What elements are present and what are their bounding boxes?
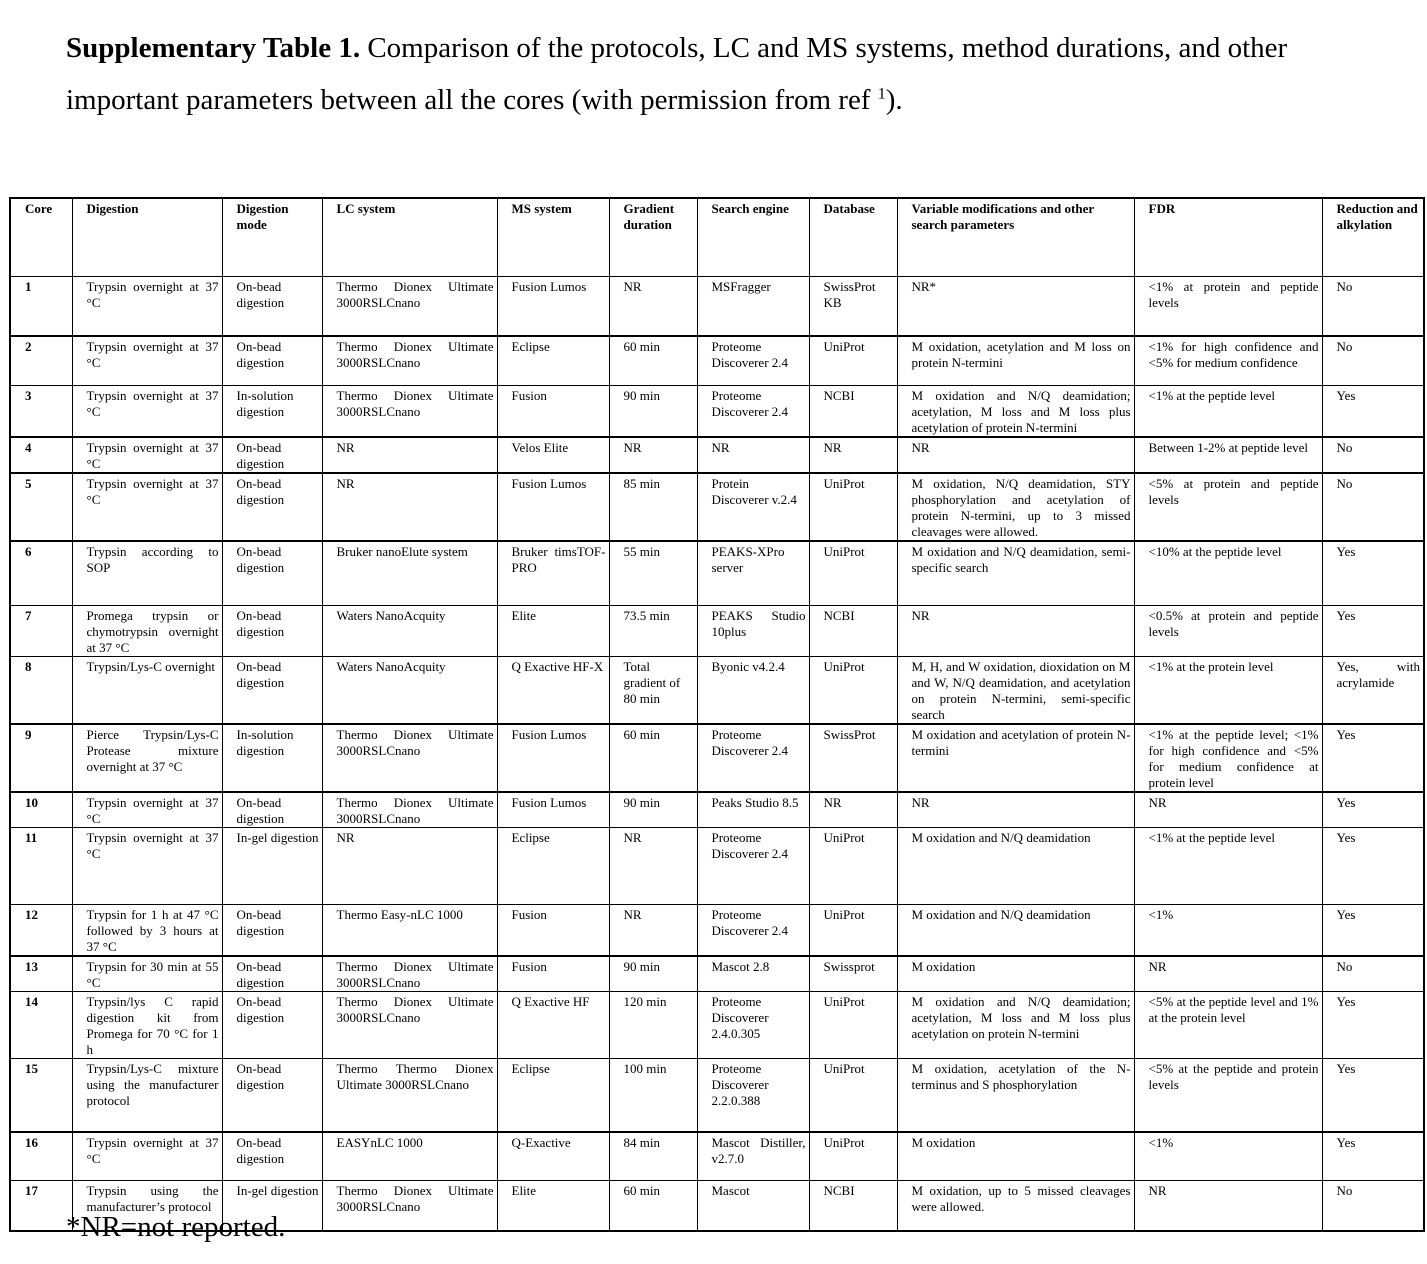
cell-digestion: Trypsin/lys C rapid digestion kit from Promega for 70 °C for 1 h bbox=[72, 992, 222, 1059]
cell-search-engine: PEAKS Studio 10plus bbox=[697, 606, 809, 657]
cell-ms-system: Fusion Lumos bbox=[497, 724, 609, 792]
cell-core: 12 bbox=[10, 905, 72, 957]
cell-variable-modifications: M oxidation, N/Q deamidation, STY phosphorylation and acetylation of protein N-termini, up to 3 missed cleavages were allowed. bbox=[897, 473, 1134, 541]
cell-digestion: Trypsin overnight at 37 °C bbox=[72, 276, 222, 336]
table-row bbox=[10, 473, 1424, 541]
cell-lc-system: Thermo Dionex Ultimate 3000RSLCnano bbox=[322, 792, 497, 828]
cell-reduction-alkylation: Yes bbox=[1322, 1132, 1424, 1181]
cell-fdr: Between 1-2% at peptide level bbox=[1134, 437, 1322, 473]
table-row bbox=[10, 792, 1424, 828]
cell-core: 6 bbox=[10, 541, 72, 606]
cell-reduction-alkylation: Yes bbox=[1322, 992, 1424, 1059]
cell-digestion-mode: In-solution digestion bbox=[222, 724, 322, 792]
cell-gradient-duration: 84 min bbox=[609, 1132, 697, 1181]
table-row bbox=[10, 385, 1424, 437]
cell-core: 3 bbox=[10, 385, 72, 437]
cell-core: 9 bbox=[10, 724, 72, 792]
cell-gradient-duration: Total gradient of 80 min bbox=[609, 657, 697, 725]
cell-lc-system: Thermo Dionex Ultimate 3000RSLCnano bbox=[322, 385, 497, 437]
cell-database: UniProt bbox=[809, 541, 897, 606]
cell-lc-system: Thermo Dionex Ultimate 3000RSLCnano bbox=[322, 992, 497, 1059]
cell-gradient-duration: 55 min bbox=[609, 541, 697, 606]
cell-lc-system: Thermo Dionex Ultimate 3000RSLCnano bbox=[322, 336, 497, 385]
table-row bbox=[10, 336, 1424, 385]
cell-database: NR bbox=[809, 792, 897, 828]
caption-text: Comparison of the protocols, LC and MS systems, method durations, and other important parameters between all the cores (with permission from ref bbox=[66, 32, 1288, 116]
header-ms-system: MS system bbox=[497, 198, 609, 276]
cell-digestion-mode: On-bead digestion bbox=[222, 606, 322, 657]
cell-fdr: <1% bbox=[1134, 905, 1322, 957]
cell-variable-modifications: NR bbox=[897, 606, 1134, 657]
cell-reduction-alkylation: No bbox=[1322, 473, 1424, 541]
cell-digestion-mode: In-solution digestion bbox=[222, 385, 322, 437]
cell-reduction-alkylation: Yes bbox=[1322, 792, 1424, 828]
cell-ms-system: Q-Exactive bbox=[497, 1132, 609, 1181]
header-search-engine: Search engine bbox=[697, 198, 809, 276]
cell-search-engine: Proteome Discoverer 2.4 bbox=[697, 336, 809, 385]
cell-fdr: <1% at the protein level bbox=[1134, 657, 1322, 725]
cell-digestion: Promega trypsin or chymotrypsin overnight at 37 °C bbox=[72, 606, 222, 657]
cell-search-engine: Mascot 2.8 bbox=[697, 956, 809, 992]
cell-core: 13 bbox=[10, 956, 72, 992]
cell-ms-system: Fusion Lumos bbox=[497, 276, 609, 336]
table-row bbox=[10, 724, 1424, 792]
cell-lc-system: NR bbox=[322, 473, 497, 541]
header-core: Core bbox=[10, 198, 72, 276]
cell-digestion: Trypsin overnight at 37 °C bbox=[72, 437, 222, 473]
cell-ms-system: Bruker timsTOF-PRO bbox=[497, 541, 609, 606]
cell-gradient-duration: 90 min bbox=[609, 792, 697, 828]
cell-fdr: <10% at the peptide level bbox=[1134, 541, 1322, 606]
cell-fdr: <1% at the peptide level; <1% for high confidence and <5% for medium confidence at protein level bbox=[1134, 724, 1322, 792]
comparison-table bbox=[9, 197, 1425, 1232]
cell-digestion: Trypsin according to SOP bbox=[72, 541, 222, 606]
cell-core: 11 bbox=[10, 828, 72, 905]
cell-search-engine: Proteome Discoverer 2.4 bbox=[697, 724, 809, 792]
cell-lc-system: Thermo Dionex Ultimate 3000RSLCnano bbox=[322, 956, 497, 992]
cell-core: 4 bbox=[10, 437, 72, 473]
cell-fdr: NR bbox=[1134, 792, 1322, 828]
cell-gradient-duration: NR bbox=[609, 828, 697, 905]
table-row bbox=[10, 992, 1424, 1059]
cell-search-engine: Protein Discoverer v.2.4 bbox=[697, 473, 809, 541]
cell-database: NCBI bbox=[809, 385, 897, 437]
table-caption bbox=[66, 22, 1386, 126]
cell-database: UniProt bbox=[809, 1132, 897, 1181]
cell-database: UniProt bbox=[809, 336, 897, 385]
cell-ms-system: Fusion Lumos bbox=[497, 473, 609, 541]
table-row bbox=[10, 276, 1424, 336]
cell-database: UniProt bbox=[809, 473, 897, 541]
table-row bbox=[10, 541, 1424, 606]
header-lc-system: LC system bbox=[322, 198, 497, 276]
cell-variable-modifications: M oxidation and N/Q deamidation, semi-specific search bbox=[897, 541, 1134, 606]
cell-digestion: Trypsin overnight at 37 °C bbox=[72, 792, 222, 828]
cell-digestion: Trypsin/Lys-C mixture using the manufacturer protocol bbox=[72, 1059, 222, 1132]
cell-fdr: <5% at protein and peptide levels bbox=[1134, 473, 1322, 541]
cell-lc-system: Waters NanoAcquity bbox=[322, 657, 497, 725]
cell-gradient-duration: 120 min bbox=[609, 992, 697, 1059]
cell-digestion: Trypsin overnight at 37 °C bbox=[72, 385, 222, 437]
cell-gradient-duration: 85 min bbox=[609, 473, 697, 541]
caption-ref: 1 bbox=[877, 85, 886, 103]
cell-digestion-mode: On-bead digestion bbox=[222, 541, 322, 606]
cell-variable-modifications: M oxidation bbox=[897, 1132, 1134, 1181]
cell-reduction-alkylation: No bbox=[1322, 276, 1424, 336]
cell-core: 16 bbox=[10, 1132, 72, 1181]
cell-ms-system: Fusion Lumos bbox=[497, 792, 609, 828]
cell-core: 15 bbox=[10, 1059, 72, 1132]
cell-ms-system: Elite bbox=[497, 606, 609, 657]
cell-lc-system: EASYnLC 1000 bbox=[322, 1132, 497, 1181]
cell-digestion-mode: On-bead digestion bbox=[222, 1059, 322, 1132]
cell-lc-system: NR bbox=[322, 437, 497, 473]
table-row bbox=[10, 606, 1424, 657]
cell-search-engine: NR bbox=[697, 437, 809, 473]
cell-variable-modifications: M oxidation and N/Q deamidation bbox=[897, 905, 1134, 957]
header-database: Database bbox=[809, 198, 897, 276]
cell-gradient-duration: 73.5 min bbox=[609, 606, 697, 657]
cell-ms-system: Eclipse bbox=[497, 1059, 609, 1132]
cell-gradient-duration: NR bbox=[609, 276, 697, 336]
cell-reduction-alkylation: Yes bbox=[1322, 541, 1424, 606]
cell-search-engine: Proteome Discoverer 2.4 bbox=[697, 828, 809, 905]
cell-lc-system: Thermo Dionex Ultimate 3000RSLCnano bbox=[322, 276, 497, 336]
cell-variable-modifications: M, H, and W oxidation, dioxidation on M and W, N/Q deamidation, and acetylation on protein N-termini, semi-specific search bbox=[897, 657, 1134, 725]
cell-database: SwissProt bbox=[809, 724, 897, 792]
cell-fdr: <5% at the peptide level and 1% at the protein level bbox=[1134, 992, 1322, 1059]
caption-end: ). bbox=[885, 84, 903, 116]
cell-reduction-alkylation: Yes bbox=[1322, 385, 1424, 437]
table-row bbox=[10, 905, 1424, 957]
cell-reduction-alkylation: No bbox=[1322, 956, 1424, 992]
cell-reduction-alkylation: No bbox=[1322, 437, 1424, 473]
cell-core: 10 bbox=[10, 792, 72, 828]
cell-variable-modifications: M oxidation and N/Q deamidation bbox=[897, 828, 1134, 905]
cell-digestion: Trypsin overnight at 37 °C bbox=[72, 336, 222, 385]
cell-gradient-duration: 100 min bbox=[609, 1059, 697, 1132]
cell-digestion-mode: On-bead digestion bbox=[222, 792, 322, 828]
cell-ms-system: Q Exactive HF-X bbox=[497, 657, 609, 725]
cell-lc-system: NR bbox=[322, 828, 497, 905]
cell-digestion: Trypsin overnight at 37 °C bbox=[72, 828, 222, 905]
cell-core: 17 bbox=[10, 1181, 72, 1231]
cell-ms-system: Elite bbox=[497, 1181, 609, 1231]
footnote: *NR=not reported. bbox=[66, 1211, 286, 1243]
cell-search-engine: Peaks Studio 8.5 bbox=[697, 792, 809, 828]
cell-lc-system: Thermo Easy-nLC 1000 bbox=[322, 905, 497, 957]
cell-digestion-mode: On-bead digestion bbox=[222, 1132, 322, 1181]
cell-digestion: Trypsin overnight at 37 °C bbox=[72, 473, 222, 541]
cell-core: 14 bbox=[10, 992, 72, 1059]
cell-database: UniProt bbox=[809, 657, 897, 725]
cell-gradient-duration: NR bbox=[609, 437, 697, 473]
cell-core: 7 bbox=[10, 606, 72, 657]
cell-variable-modifications: NR* bbox=[897, 276, 1134, 336]
cell-gradient-duration: 60 min bbox=[609, 336, 697, 385]
cell-digestion-mode: On-bead digestion bbox=[222, 657, 322, 725]
table-row bbox=[10, 1059, 1424, 1132]
cell-search-engine: PEAKS-XPro server bbox=[697, 541, 809, 606]
cell-ms-system: Fusion bbox=[497, 385, 609, 437]
cell-fdr: <1% at the peptide level bbox=[1134, 385, 1322, 437]
cell-core: 8 bbox=[10, 657, 72, 725]
cell-variable-modifications: M oxidation and N/Q deamidation; acetylation, M loss and M loss plus acetylation on protein N-termini bbox=[897, 992, 1134, 1059]
table-row bbox=[10, 828, 1424, 905]
cell-database: UniProt bbox=[809, 905, 897, 957]
cell-variable-modifications: M oxidation, up to 5 missed cleavages were allowed. bbox=[897, 1181, 1134, 1231]
cell-digestion: Trypsin for 1 h at 47 °C followed by 3 hours at 37 °C bbox=[72, 905, 222, 957]
cell-core: 2 bbox=[10, 336, 72, 385]
header-variable-modifications: Variable modifications and other search parameters bbox=[897, 198, 1134, 276]
cell-digestion: Trypsin using the manufacturer’s protocol bbox=[72, 1181, 222, 1231]
cell-gradient-duration: 90 min bbox=[609, 956, 697, 992]
table-row bbox=[10, 1132, 1424, 1181]
cell-variable-modifications: M oxidation bbox=[897, 956, 1134, 992]
cell-variable-modifications: M oxidation and acetylation of protein N-termini bbox=[897, 724, 1134, 792]
cell-fdr: <5% at the peptide and protein levels bbox=[1134, 1059, 1322, 1132]
cell-database: UniProt bbox=[809, 992, 897, 1059]
cell-variable-modifications: NR bbox=[897, 437, 1134, 473]
cell-ms-system: Fusion bbox=[497, 905, 609, 957]
cell-fdr: <1% bbox=[1134, 1132, 1322, 1181]
cell-gradient-duration: 60 min bbox=[609, 724, 697, 792]
cell-search-engine: Proteome Discoverer 2.4 bbox=[697, 385, 809, 437]
cell-gradient-duration: NR bbox=[609, 905, 697, 957]
cell-variable-modifications: NR bbox=[897, 792, 1134, 828]
header-reduction-alkylation: Reduction and alkylation bbox=[1322, 198, 1424, 276]
cell-digestion-mode: In-gel digestion bbox=[222, 1181, 322, 1231]
cell-digestion-mode: On-bead digestion bbox=[222, 473, 322, 541]
cell-digestion: Trypsin for 30 min at 55 °C bbox=[72, 956, 222, 992]
cell-gradient-duration: 60 min bbox=[609, 1181, 697, 1231]
cell-digestion: Trypsin/Lys-C overnight bbox=[72, 657, 222, 725]
cell-ms-system: Eclipse bbox=[497, 336, 609, 385]
cell-reduction-alkylation: No bbox=[1322, 1181, 1424, 1231]
cell-digestion-mode: In-gel digestion bbox=[222, 828, 322, 905]
cell-lc-system: Waters NanoAcquity bbox=[322, 606, 497, 657]
cell-digestion-mode: On-bead digestion bbox=[222, 336, 322, 385]
cell-fdr: <0.5% at protein and peptide levels bbox=[1134, 606, 1322, 657]
cell-reduction-alkylation: No bbox=[1322, 336, 1424, 385]
cell-fdr: NR bbox=[1134, 956, 1322, 992]
cell-reduction-alkylation: Yes bbox=[1322, 828, 1424, 905]
cell-digestion-mode: On-bead digestion bbox=[222, 276, 322, 336]
cell-variable-modifications: M oxidation and N/Q deamidation; acetylation, M loss and M loss plus acetylation of protein N-termini bbox=[897, 385, 1134, 437]
header-row bbox=[10, 198, 1424, 276]
cell-search-engine: Proteome Discoverer 2.2.0.388 bbox=[697, 1059, 809, 1132]
cell-variable-modifications: M oxidation, acetylation and M loss on protein N-termini bbox=[897, 336, 1134, 385]
cell-ms-system: Fusion bbox=[497, 956, 609, 992]
cell-database: SwissProt KB bbox=[809, 276, 897, 336]
cell-database: NCBI bbox=[809, 1181, 897, 1231]
cell-fdr: NR bbox=[1134, 1181, 1322, 1231]
cell-reduction-alkylation: Yes bbox=[1322, 905, 1424, 957]
cell-database: Swissprot bbox=[809, 956, 897, 992]
cell-database: UniProt bbox=[809, 1059, 897, 1132]
cell-digestion-mode: On-bead digestion bbox=[222, 992, 322, 1059]
cell-search-engine: Mascot Distiller, v2.7.0 bbox=[697, 1132, 809, 1181]
table-row bbox=[10, 657, 1424, 725]
cell-digestion-mode: On-bead digestion bbox=[222, 905, 322, 957]
cell-reduction-alkylation: Yes, with acrylamide bbox=[1322, 657, 1424, 725]
table-row bbox=[10, 437, 1424, 473]
cell-lc-system: Thermo Thermo Dionex Ultimate 3000RSLCnano bbox=[322, 1059, 497, 1132]
cell-database: UniProt bbox=[809, 828, 897, 905]
cell-database: NCBI bbox=[809, 606, 897, 657]
cell-search-engine: Proteome Discoverer 2.4 bbox=[697, 905, 809, 957]
cell-digestion-mode: On-bead digestion bbox=[222, 956, 322, 992]
cell-lc-system: Bruker nanoElute system bbox=[322, 541, 497, 606]
cell-fdr: <1% for high confidence and <5% for medium confidence bbox=[1134, 336, 1322, 385]
header-gradient-duration: Gradient duration bbox=[609, 198, 697, 276]
cell-fdr: <1% at protein and peptide levels bbox=[1134, 276, 1322, 336]
cell-fdr: <1% at the peptide level bbox=[1134, 828, 1322, 905]
cell-reduction-alkylation: Yes bbox=[1322, 1059, 1424, 1132]
cell-ms-system: Velos Elite bbox=[497, 437, 609, 473]
cell-database: NR bbox=[809, 437, 897, 473]
cell-ms-system: Eclipse bbox=[497, 828, 609, 905]
cell-reduction-alkylation: Yes bbox=[1322, 606, 1424, 657]
cell-lc-system: Thermo Dionex Ultimate 3000RSLCnano bbox=[322, 1181, 497, 1231]
cell-digestion-mode: On-bead digestion bbox=[222, 437, 322, 473]
cell-lc-system: Thermo Dionex Ultimate 3000RSLCnano bbox=[322, 724, 497, 792]
table-row bbox=[10, 956, 1424, 992]
cell-core: 5 bbox=[10, 473, 72, 541]
header-digestion-mode: Digestion mode bbox=[222, 198, 322, 276]
cell-reduction-alkylation: Yes bbox=[1322, 724, 1424, 792]
cell-search-engine: Byonic v4.2.4 bbox=[697, 657, 809, 725]
header-fdr: FDR bbox=[1134, 198, 1322, 276]
cell-gradient-duration: 90 min bbox=[609, 385, 697, 437]
header-digestion: Digestion bbox=[72, 198, 222, 276]
cell-digestion: Trypsin overnight at 37 °C bbox=[72, 1132, 222, 1181]
caption-label: Supplementary Table 1. bbox=[66, 32, 361, 64]
cell-search-engine: Proteome Discoverer 2.4.0.305 bbox=[697, 992, 809, 1059]
cell-core: 1 bbox=[10, 276, 72, 336]
cell-search-engine: Mascot bbox=[697, 1181, 809, 1231]
cell-variable-modifications: M oxidation, acetylation of the N-terminus and S phosphorylation bbox=[897, 1059, 1134, 1132]
cell-digestion: Pierce Trypsin/Lys-C Protease mixture overnight at 37 °C bbox=[72, 724, 222, 792]
cell-search-engine: MSFragger bbox=[697, 276, 809, 336]
cell-ms-system: Q Exactive HF bbox=[497, 992, 609, 1059]
